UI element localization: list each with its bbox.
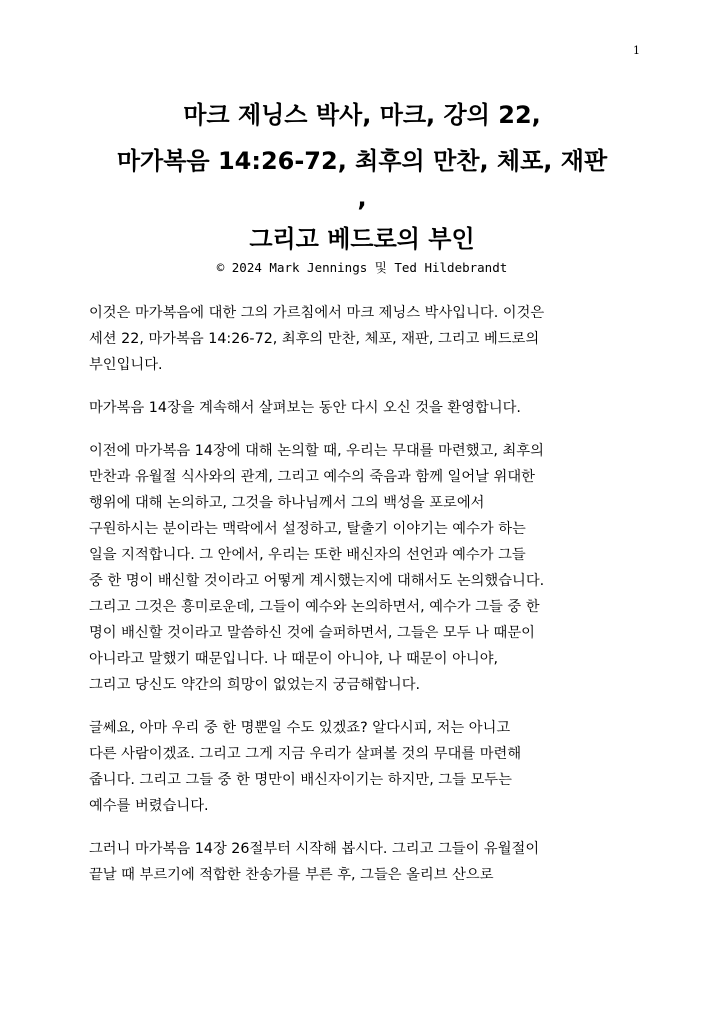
paragraph xyxy=(89,438,649,698)
document-title xyxy=(40,92,684,262)
title-line-3: , xyxy=(357,184,367,212)
paragraph-line: 구원하시는 분이라는 맥락에서 설정하고, 탈출기 이야기는 예수가 하는 xyxy=(89,521,526,537)
paragraph-line: 글쎄요, 아마 우리 중 한 명뿐일 수도 있겠죠? 알다시피, 저는 아니고 xyxy=(89,720,511,736)
paragraph-line: 만찬과 유월절 식사와의 관계, 그리고 예수의 죽음과 함께 일어날 위대한 xyxy=(89,469,535,485)
title-line-1: 마크 제닝스 박사, 마크, 강의 22, xyxy=(183,101,541,129)
paragraph xyxy=(89,715,649,819)
paragraph-line: 행위에 대해 논의하고, 그것을 하나님께서 그의 백성을 포로에서 xyxy=(89,495,485,511)
paragraph-line: 다른 사람이겠죠. 그리고 그게 지금 우리가 살펴볼 것의 무대를 마련해 xyxy=(89,746,522,762)
paragraph-line: 예수를 버렸습니다. xyxy=(89,798,209,814)
paragraph-line: 아니라고 말했기 때문입니다. 나 때문이 아니야, 나 때문이 아니야, xyxy=(89,651,499,667)
paragraph-line: 세션 22, 마가복음 14:26-72, 최후의 만찬, 체포, 재판, 그리고 베드로의 xyxy=(89,331,540,347)
paragraph-line: 그리고 당신도 약간의 희망이 없었는지 궁금해합니다. xyxy=(89,677,421,693)
paragraph-line: 줍니다. 그리고 그들 중 한 명만이 배신자이기는 하지만, 그들 모두는 xyxy=(89,772,512,788)
paragraph xyxy=(89,836,649,888)
paragraph xyxy=(89,300,649,378)
paragraph-line: 끝날 때 부르기에 적합한 찬송가를 부른 후, 그들은 올리브 산으로 xyxy=(89,867,494,883)
paragraph xyxy=(89,395,649,421)
paragraph-line: 일을 지적합니다. 그 안에서, 우리는 또한 배신자의 선언과 예수가 그들 xyxy=(89,547,526,563)
page-number: 1 xyxy=(633,44,640,57)
paragraph-line: 부인입니다. xyxy=(89,357,163,373)
title-line-2: 마가복음 14:26-72, 최후의 만찬, 체포, 재판 xyxy=(116,147,608,175)
paragraph-line: 중 한 명이 배신할 것이라고 어떻게 계시했는지에 대해서도 논의했습니다. xyxy=(89,573,545,589)
title-line-4: 그리고 베드로의 부인 xyxy=(249,225,475,253)
paragraph-line: 그러니 마가복음 14장 26절부터 시작해 봅시다. 그리고 그들이 유월절이 xyxy=(89,841,540,857)
paragraph-line: 이것은 마가복음에 대한 그의 가르침에서 마크 제닝스 박사입니다. 이것은 xyxy=(89,305,545,321)
paragraph-line: 명이 배신할 것이라고 말씀하신 것에 슬퍼하면서, 그들은 모두 나 때문이 xyxy=(89,625,535,641)
paragraph-line: 그리고 그것은 흥미로운데, 그들이 예수와 논의하면서, 예수가 그들 중 한 xyxy=(89,599,540,615)
paragraph-line: 이전에 마가복음 14장에 대해 논의할 때, 우리는 무대를 마련했고, 최후의 xyxy=(89,443,544,459)
paragraph-line: 마가복음 14장을 계속해서 살펴보는 동안 다시 오신 것을 환영합니다. xyxy=(89,400,521,416)
copyright-notice: © 2024 Mark Jennings 및 Ted Hildebrandt xyxy=(216,260,508,275)
body-text xyxy=(89,300,649,905)
